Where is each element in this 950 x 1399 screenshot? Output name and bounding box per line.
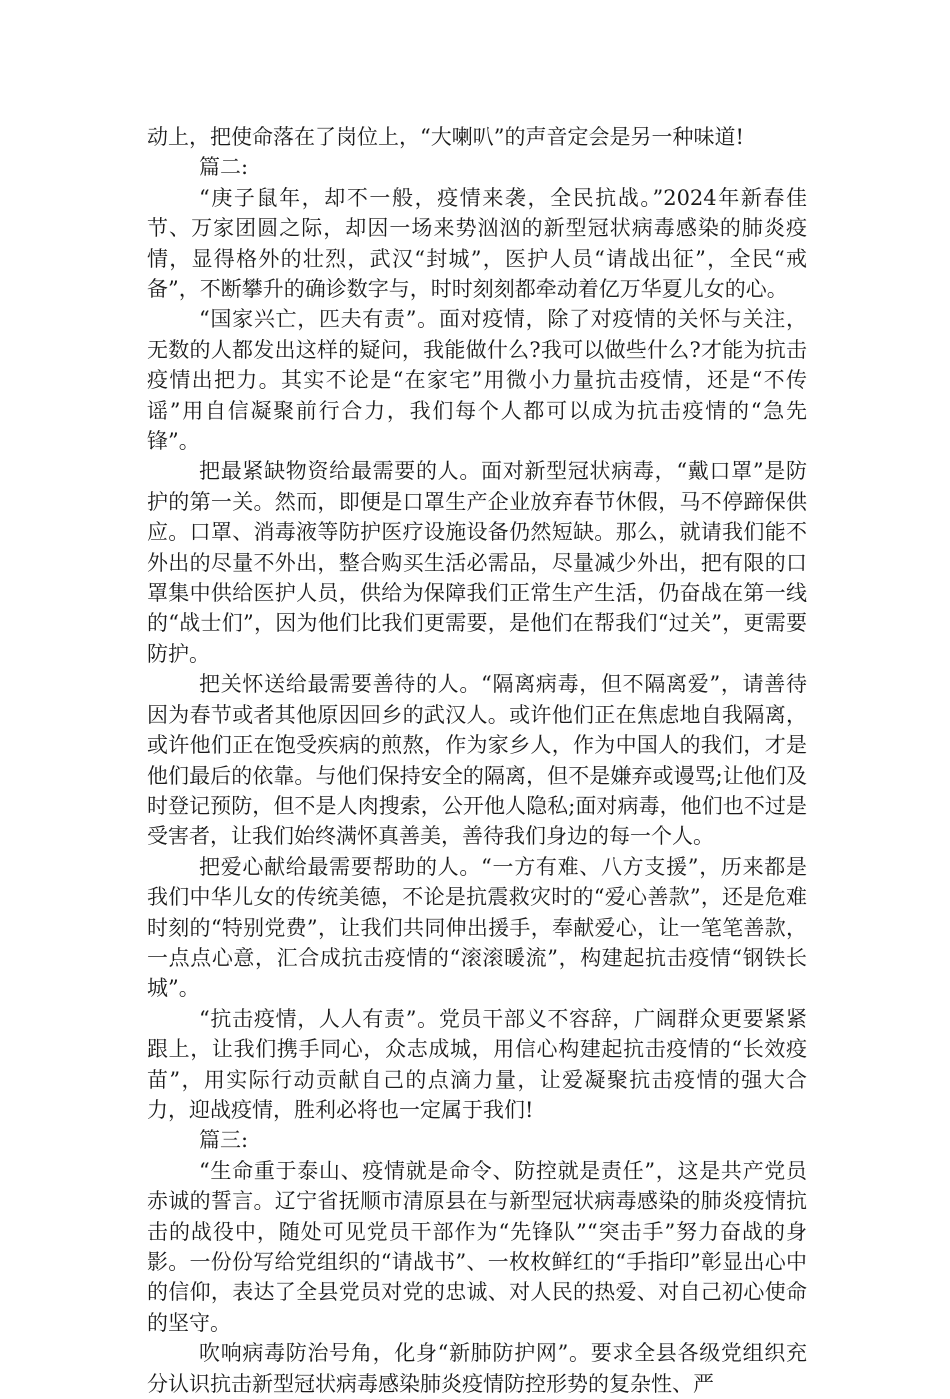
section3-heading: 篇三: <box>199 1128 249 1153</box>
section3-paragraph-2: 吹响病毒防治号角，化身“新肺防护网”。要求全县各级党组织充分认识抗击新型冠状病毒感染肺炎疫情防控形势的复杂性、严 <box>147 1341 807 1396</box>
section3-body <box>147 1156 807 1399</box>
section2-paragraph-4: 把关怀送给最需要善待的人。“隔离病毒，但不隔离爱”，请善待因为春节或者其他原因回乡的武汉人。或许他们正在焦虑地自我隔离，或许他们正在饱受疾病的煎熬，作为家乡人，作为中国人的我们，才是他们最后的依靠。与他们保持安全的隔离，但不是嫌弃或谩骂;让他们及时登记预防，但不是人肉搜索，公开他人隐私;面对病毒，他们也不过是受害者，让我们始终满怀真善美，善待我们身边的每一个人。 <box>147 672 807 849</box>
section2-paragraph-6: “抗击疫情，人人有责”。党员干部义不容辞，广阔群众更要紧紧跟上，让我们携手同心，众志成城，用信心构建起抗击疫情的“长效疫苗”，用实际行动贡献自己的点滴力量，让爱凝聚抗击疫情的强大合力，迎战疫情，胜利必将也一定属于我们! <box>147 1006 807 1122</box>
opening-line: 动上，把使命落在了岗位上，“大喇叭”的声音定会是另一种味道! <box>147 125 744 149</box>
document-page <box>147 122 807 1399</box>
section2-paragraph-5: 把爱心献给最需要帮助的人。“一方有难、八方支援”，历来都是我们中华儿女的传统美德，不论是抗震救灾时的“爱心善款”，还是危难时刻的“特别党费”，让我们共同伸出援手，奉献爱心，让一笔笔善款，一点点心意，汇合成抗击疫情的“滚滚暖流”，构建起抗击疫情“钢铁长城”。 <box>147 854 807 1001</box>
section2-heading: 篇二: <box>199 155 249 180</box>
section3-paragraph-1: “生命重于泰山、疫情就是命令、防控就是责任”，这是共产党员赤诚的誓言。辽宁省抚顺市清原县在与新型冠状病毒感染的肺炎疫情抗击的战役中，随处可见党员干部作为“先锋队”“突击手”努力奋战的身影。一份份写给党组织的“请战书”、一枚枚鲜红的“手指印”彰显出心中的信仰，表达了全县党员对党的忠诚、对人民的热爱、对自己初心使命的坚守。 <box>147 1158 807 1335</box>
section2-paragraph-2: “国家兴亡，匹夫有责”。面对疫情，除了对疫情的关怀与关注，无数的人都发出这样的疑问，我能做什么?我可以做些什么?才能为抗击疫情出把力。其实不论是“在家宅”用微小力量抗击疫情，还是“不传谣”用自信凝聚前行合力，我们每个人都可以成为抗击疫情的“急先锋”。 <box>147 307 807 454</box>
section2-paragraph-3: 把最紧缺物资给最需要的人。面对新型冠状病毒，“戴口罩”是防护的第一关。然而，即便是口罩生产企业放弃春节休假，马不停蹄保供应。口罩、消毒液等防护医疗设施设备仍然短缺。那么，就请我们能不外出的尽量不外出，整合购买生活必需品，尽量减少外出，把有限的口罩集中供给医护人员，供给为保障我们正常生产生活，仍奋战在第一线的“战士们”，因为他们比我们更需要，是他们在帮我们“过关”，更需要防护。 <box>147 459 807 666</box>
section2-paragraph-1: “庚子鼠年，却不一般，疫情来袭，全民抗战。”2024年新春佳节、万家团圆之际，却因一场来势汹汹的新型冠状病毒感染的肺炎疫情，显得格外的壮烈，武汉“封城”，医护人员“请战出征”，全民“戒备”，不断攀升的确诊数字与，时时刻刻都牵动着亿万华夏儿女的心。 <box>147 185 807 302</box>
section2-body <box>147 183 807 1126</box>
